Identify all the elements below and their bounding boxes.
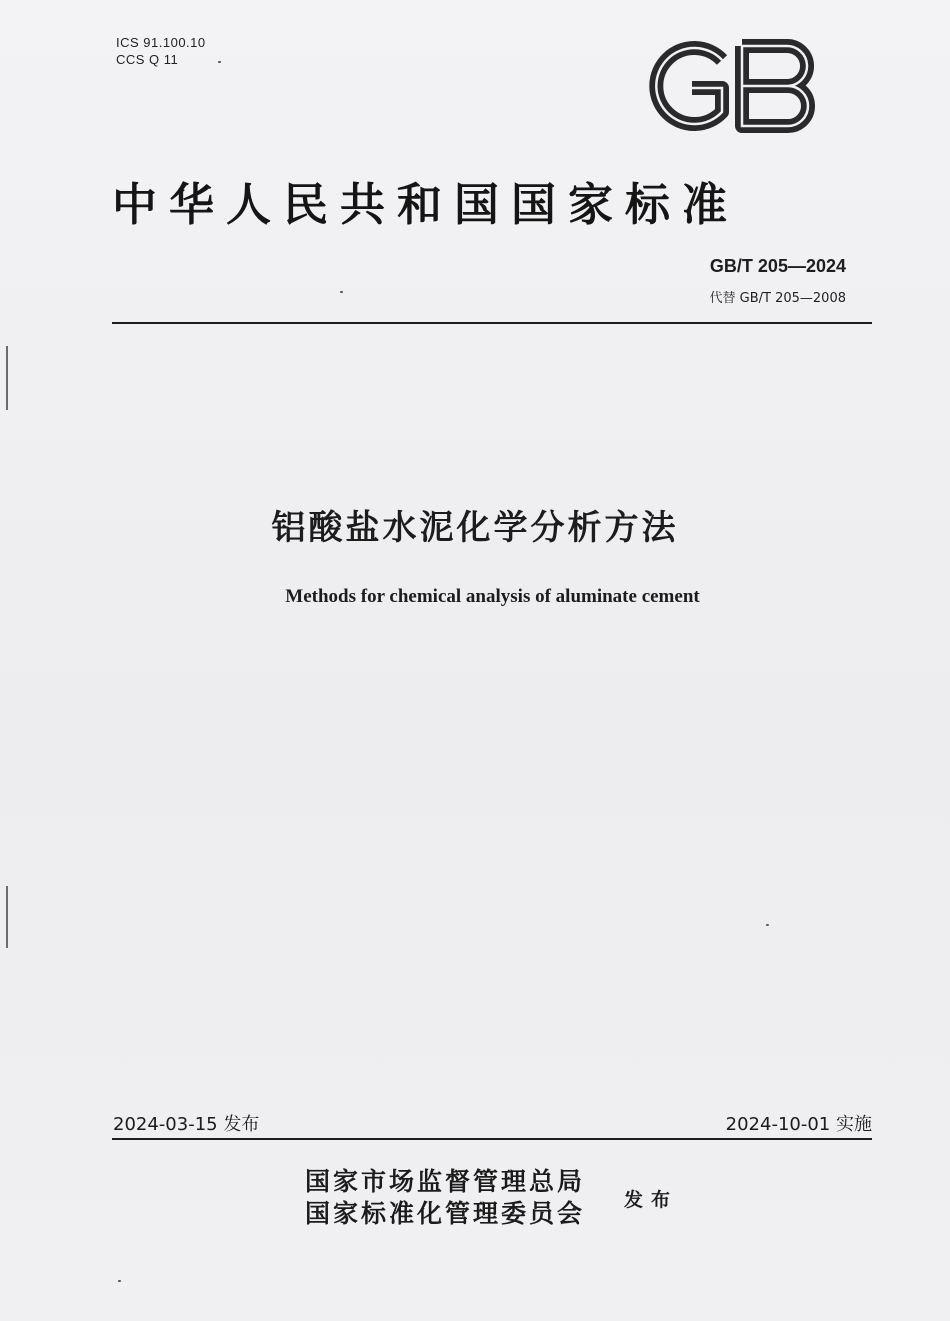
ics-code: ICS 91.100.10: [116, 35, 206, 50]
binder-mark: [6, 346, 8, 410]
standard-number: GB/T 205—2024: [709, 256, 846, 276]
binder-mark: [6, 886, 8, 948]
footer-divider: [112, 1138, 872, 1140]
scan-speck: [766, 924, 769, 926]
scan-speck: [340, 291, 343, 293]
document-title-english: Methods for chemical analysis of aluminate cement: [285, 586, 700, 607]
publish-label: 发布: [624, 1189, 679, 1211]
publisher-samr: 国家市场监督管理总局: [305, 1167, 586, 1196]
document-title-chinese: 铝酸盐水泥化学分析方法: [271, 508, 679, 548]
implementation-date: 2024-10-01 实施: [725, 1114, 872, 1135]
scan-speck: [218, 61, 221, 63]
national-standard-heading: 中华人民共和国国家标准: [112, 178, 740, 231]
scan-speck: [118, 1280, 121, 1282]
gb-logo-icon: [638, 38, 826, 134]
publisher-sac: 国家标准化管理委员会: [305, 1199, 586, 1228]
ccs-code: CCS Q 11: [116, 52, 179, 67]
issue-date: 2024-03-15 发布: [113, 1114, 260, 1135]
replaces-standard: 代替 GB/T 205—2008: [709, 291, 846, 306]
publishing-authorities: [305, 1166, 585, 1230]
classification-codes: [116, 34, 206, 68]
header-divider: [112, 322, 872, 324]
